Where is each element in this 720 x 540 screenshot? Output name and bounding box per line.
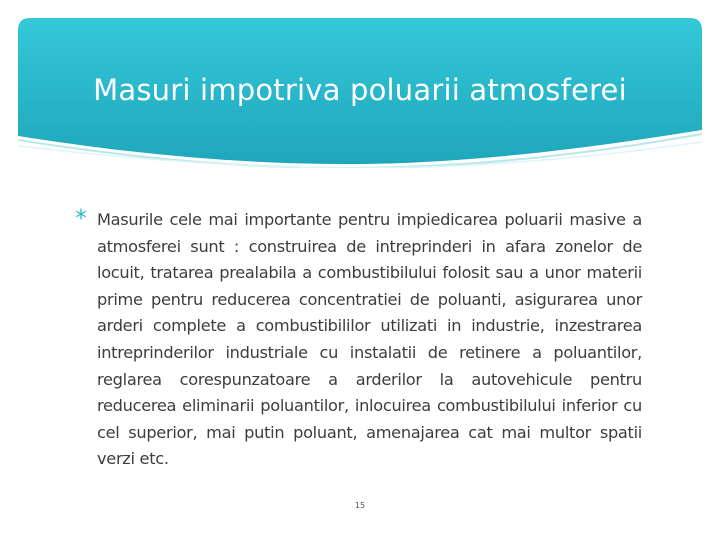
- title-banner: [18, 18, 702, 168]
- bullet-paragraph: Masurile cele mai importante pentru impiedicarea poluarii masive a atmosferei sunt : construirea de intreprinderi in afara zonelor de locuit, tratarea prealabila a combustibilului folosit sau a unor materii prime pentru reducerea concentratiei de poluanti, asigurarea unor arderi complete a combustibililor utilizati in industrie, inzestrarea intreprinderilor industriale cu instalatii de retinere a poluantilor, reglarea corespunzatoare a arderilor la autovehicule pentru reducerea eliminarii poluantilor, inlocuirea combustibilului inferior cu cel superior, mai putin poluant, amenajarea cat mai multor spatii verzi etc.: [97, 210, 642, 469]
- asterisk-bullet-icon: [75, 208, 87, 220]
- page-number: 15: [354, 501, 366, 510]
- slide-title: Masuri impotriva poluarii atmosferei: [93, 73, 627, 107]
